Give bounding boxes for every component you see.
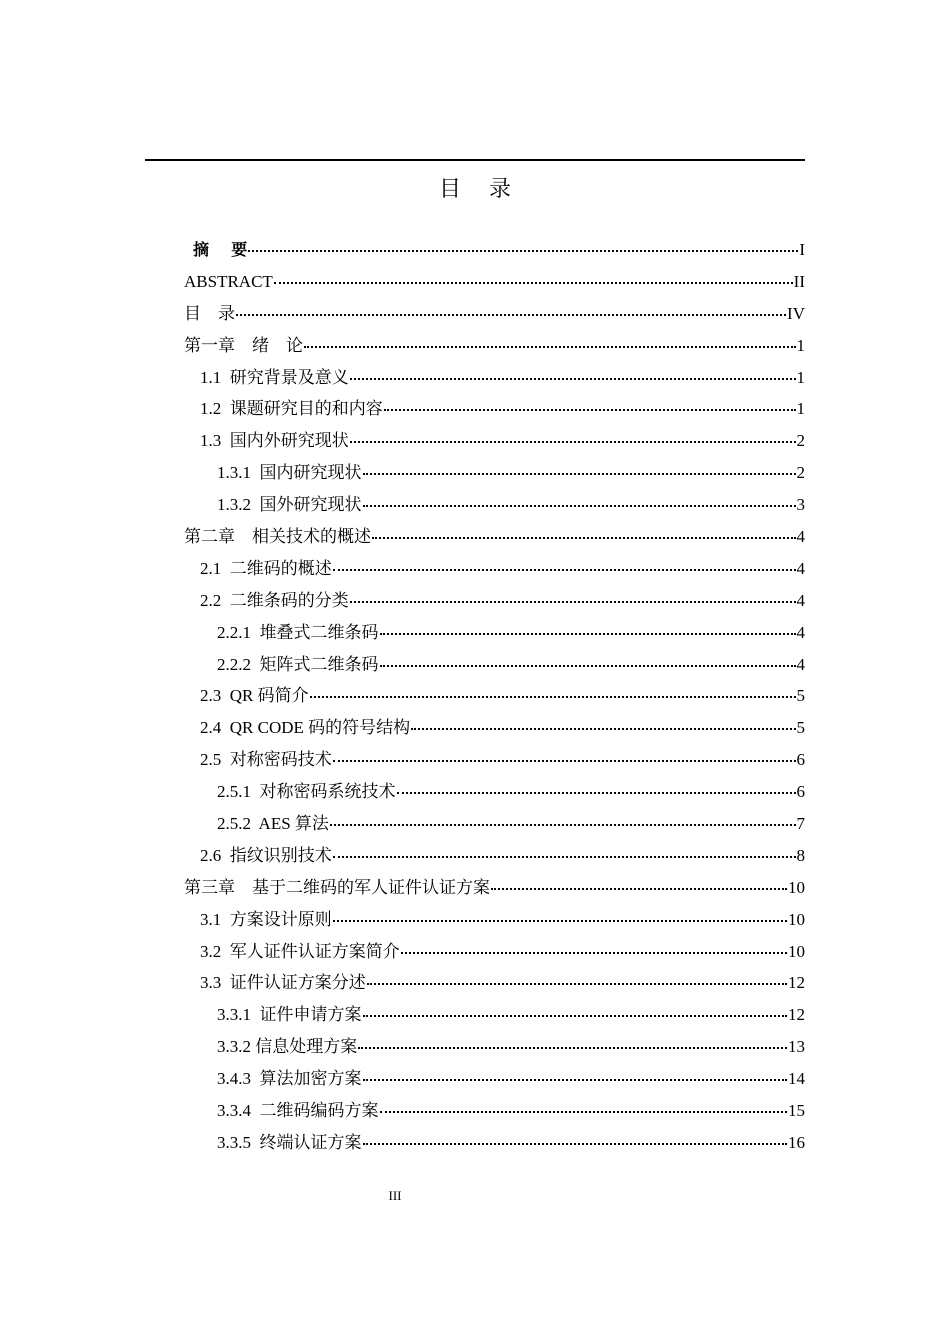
toc-dot-leader [330,822,796,826]
toc-entry[interactable] [184,425,805,457]
toc-dot-leader [363,1141,788,1145]
toc-entry-page: 10 [788,909,805,929]
toc-dot-leader [333,758,796,762]
toc-entry-page: IV [787,303,805,323]
toc-entry-label: 1.3.2 国外研究现状 [217,495,362,515]
toc-entry-page: 5 [796,686,805,706]
toc-entry-label: 3.3 证件认证方案分述 [200,973,366,993]
toc-entry-label: 第二章 相关技术的概述 [184,527,371,547]
toc-entry[interactable] [184,872,805,904]
toc-dot-leader [236,312,786,316]
toc-entry-page: 8 [796,845,805,865]
toc-dot-leader [372,535,796,539]
toc-entry[interactable] [184,1063,805,1095]
toc-dot-leader [363,1013,788,1017]
toc-entry[interactable] [184,808,805,840]
toc-entry-label: ABSTRACT [184,271,273,291]
toc-dot-leader [367,981,787,985]
toc-dot-leader [380,1109,788,1113]
table-of-contents [184,234,805,1159]
toc-entry-page: 4 [796,590,805,610]
toc-entry-page: 4 [796,622,805,642]
toc-dot-leader [397,790,796,794]
toc-entry-label: 摘 要 [193,240,248,259]
toc-entry-label: 3.3.4 二维码编码方案 [217,1101,379,1121]
toc-entry[interactable] [184,457,805,489]
toc-entry-label: 2.5 对称密码技术 [200,750,332,770]
toc-entry-page: 4 [796,558,805,578]
toc-entry-page: 12 [788,1005,805,1025]
toc-dot-leader [380,663,796,667]
toc-entry-label: 3.1 方案设计原则 [200,909,332,929]
toc-entry-page: 1 [796,367,805,387]
header-rule [145,159,805,161]
toc-entry-page: 14 [788,1069,805,1089]
toc-entry-label: 第三章 基于二维码的军人证件认证方案 [184,877,490,897]
toc-entry-page: I [799,240,805,259]
toc-entry-page: 6 [796,782,805,802]
toc-entry-label: 2.1 二维码的概述 [200,558,332,578]
toc-entry-label: 3.3.5 终端认证方案 [217,1132,362,1152]
toc-entry-label: 2.2.2 矩阵式二维条码 [217,654,379,674]
toc-entry-page: 10 [788,941,805,961]
page-number: III [388,1188,402,1203]
toc-dot-leader [380,631,796,635]
toc-entry[interactable] [184,298,805,330]
toc-entry-page: 7 [796,814,805,834]
toc-dot-leader [350,599,796,603]
toc-entry-page: 16 [788,1132,805,1152]
toc-entry-label: 2.6 指纹识别技术 [200,845,332,865]
toc-entry-label: 2.3 QR 码简介 [200,686,309,706]
toc-dot-leader [350,376,796,380]
toc-title: 目 录 [439,177,511,202]
toc-dot-leader [333,854,796,858]
toc-entry-page: 2 [796,463,805,483]
toc-entry-label: 3.2 军人证件认证方案简介 [200,941,400,961]
toc-entry[interactable] [184,617,805,649]
toc-entry-page: 5 [796,718,805,738]
toc-entry-label: 1.3 国内外研究现状 [200,431,349,451]
toc-entry-page: II [793,271,805,291]
toc-entry[interactable] [184,553,805,585]
toc-dot-leader [384,407,796,411]
toc-entry[interactable] [184,680,805,712]
toc-entry-label: 2.5.1 对称密码系统技术 [217,782,396,802]
toc-entry[interactable] [184,393,805,425]
toc-entry-label: 2.2.1 堆叠式二维条码 [217,622,379,642]
toc-entry[interactable] [184,712,805,744]
toc-entry-page: 12 [788,973,805,993]
toc-entry-page: 3 [796,495,805,515]
toc-dot-leader [304,344,796,348]
toc-entry-page: 4 [796,654,805,674]
toc-entry-page: 1 [796,335,805,355]
toc-entry-page: 1 [796,399,805,419]
toc-dot-leader [333,918,787,922]
toc-dot-leader [363,471,796,475]
toc-entry[interactable] [184,585,805,617]
toc-entry[interactable] [184,1031,805,1063]
toc-entry[interactable] [184,999,805,1031]
toc-entry-label: 3.4.3 算法加密方案 [217,1069,362,1089]
toc-dot-leader [491,886,787,890]
toc-dot-leader [248,248,798,252]
toc-dot-leader [401,950,787,954]
toc-entry[interactable] [184,521,805,553]
toc-entry-page: 6 [796,750,805,770]
toc-entry[interactable] [184,649,805,681]
toc-dot-leader [363,1077,788,1081]
toc-entry-label: 目 录 [184,303,235,323]
toc-entry[interactable] [184,1127,805,1159]
toc-entry[interactable] [184,904,805,936]
toc-dot-leader [333,567,796,571]
toc-entry-label: 3.3.2 信息处理方案 [217,1037,358,1057]
toc-entry[interactable] [184,840,805,872]
toc-entry[interactable] [184,1095,805,1127]
toc-entry[interactable] [184,967,805,999]
toc-dot-leader [363,503,796,507]
toc-entry-page: 13 [788,1037,805,1057]
toc-entry-label: 2.4 QR CODE 码的符号结构 [200,718,411,738]
toc-entry[interactable] [184,362,805,394]
toc-entry[interactable] [184,744,805,776]
toc-entry[interactable] [184,330,805,362]
toc-entry[interactable] [184,234,805,266]
toc-entry-page: 2 [796,431,805,451]
toc-dot-leader [310,694,796,698]
toc-entry-page: 10 [788,877,805,897]
toc-entry-label: 3.3.1 证件申请方案 [217,1005,362,1025]
toc-entry-page: 4 [796,527,805,547]
toc-entry-label: 1.1 研究背景及意义 [200,367,349,387]
toc-entry[interactable] [184,936,805,968]
toc-entry[interactable] [184,489,805,521]
toc-entry-label: 2.2 二维条码的分类 [200,590,349,610]
toc-dot-leader [350,439,796,443]
toc-dot-leader [358,1045,787,1049]
toc-entry-label: 第一章 绪 论 [184,335,303,355]
toc-dot-leader [274,280,793,284]
toc-entry[interactable] [184,776,805,808]
toc-entry-label: 1.2 课题研究目的和内容 [200,399,383,419]
toc-entry-page: 15 [788,1101,805,1121]
toc-entry-label: 1.3.1 国内研究现状 [217,463,362,483]
toc-entry-label: 2.5.2 AES 算法 [217,814,329,834]
toc-dot-leader [411,726,795,730]
toc-entry[interactable] [184,266,805,298]
